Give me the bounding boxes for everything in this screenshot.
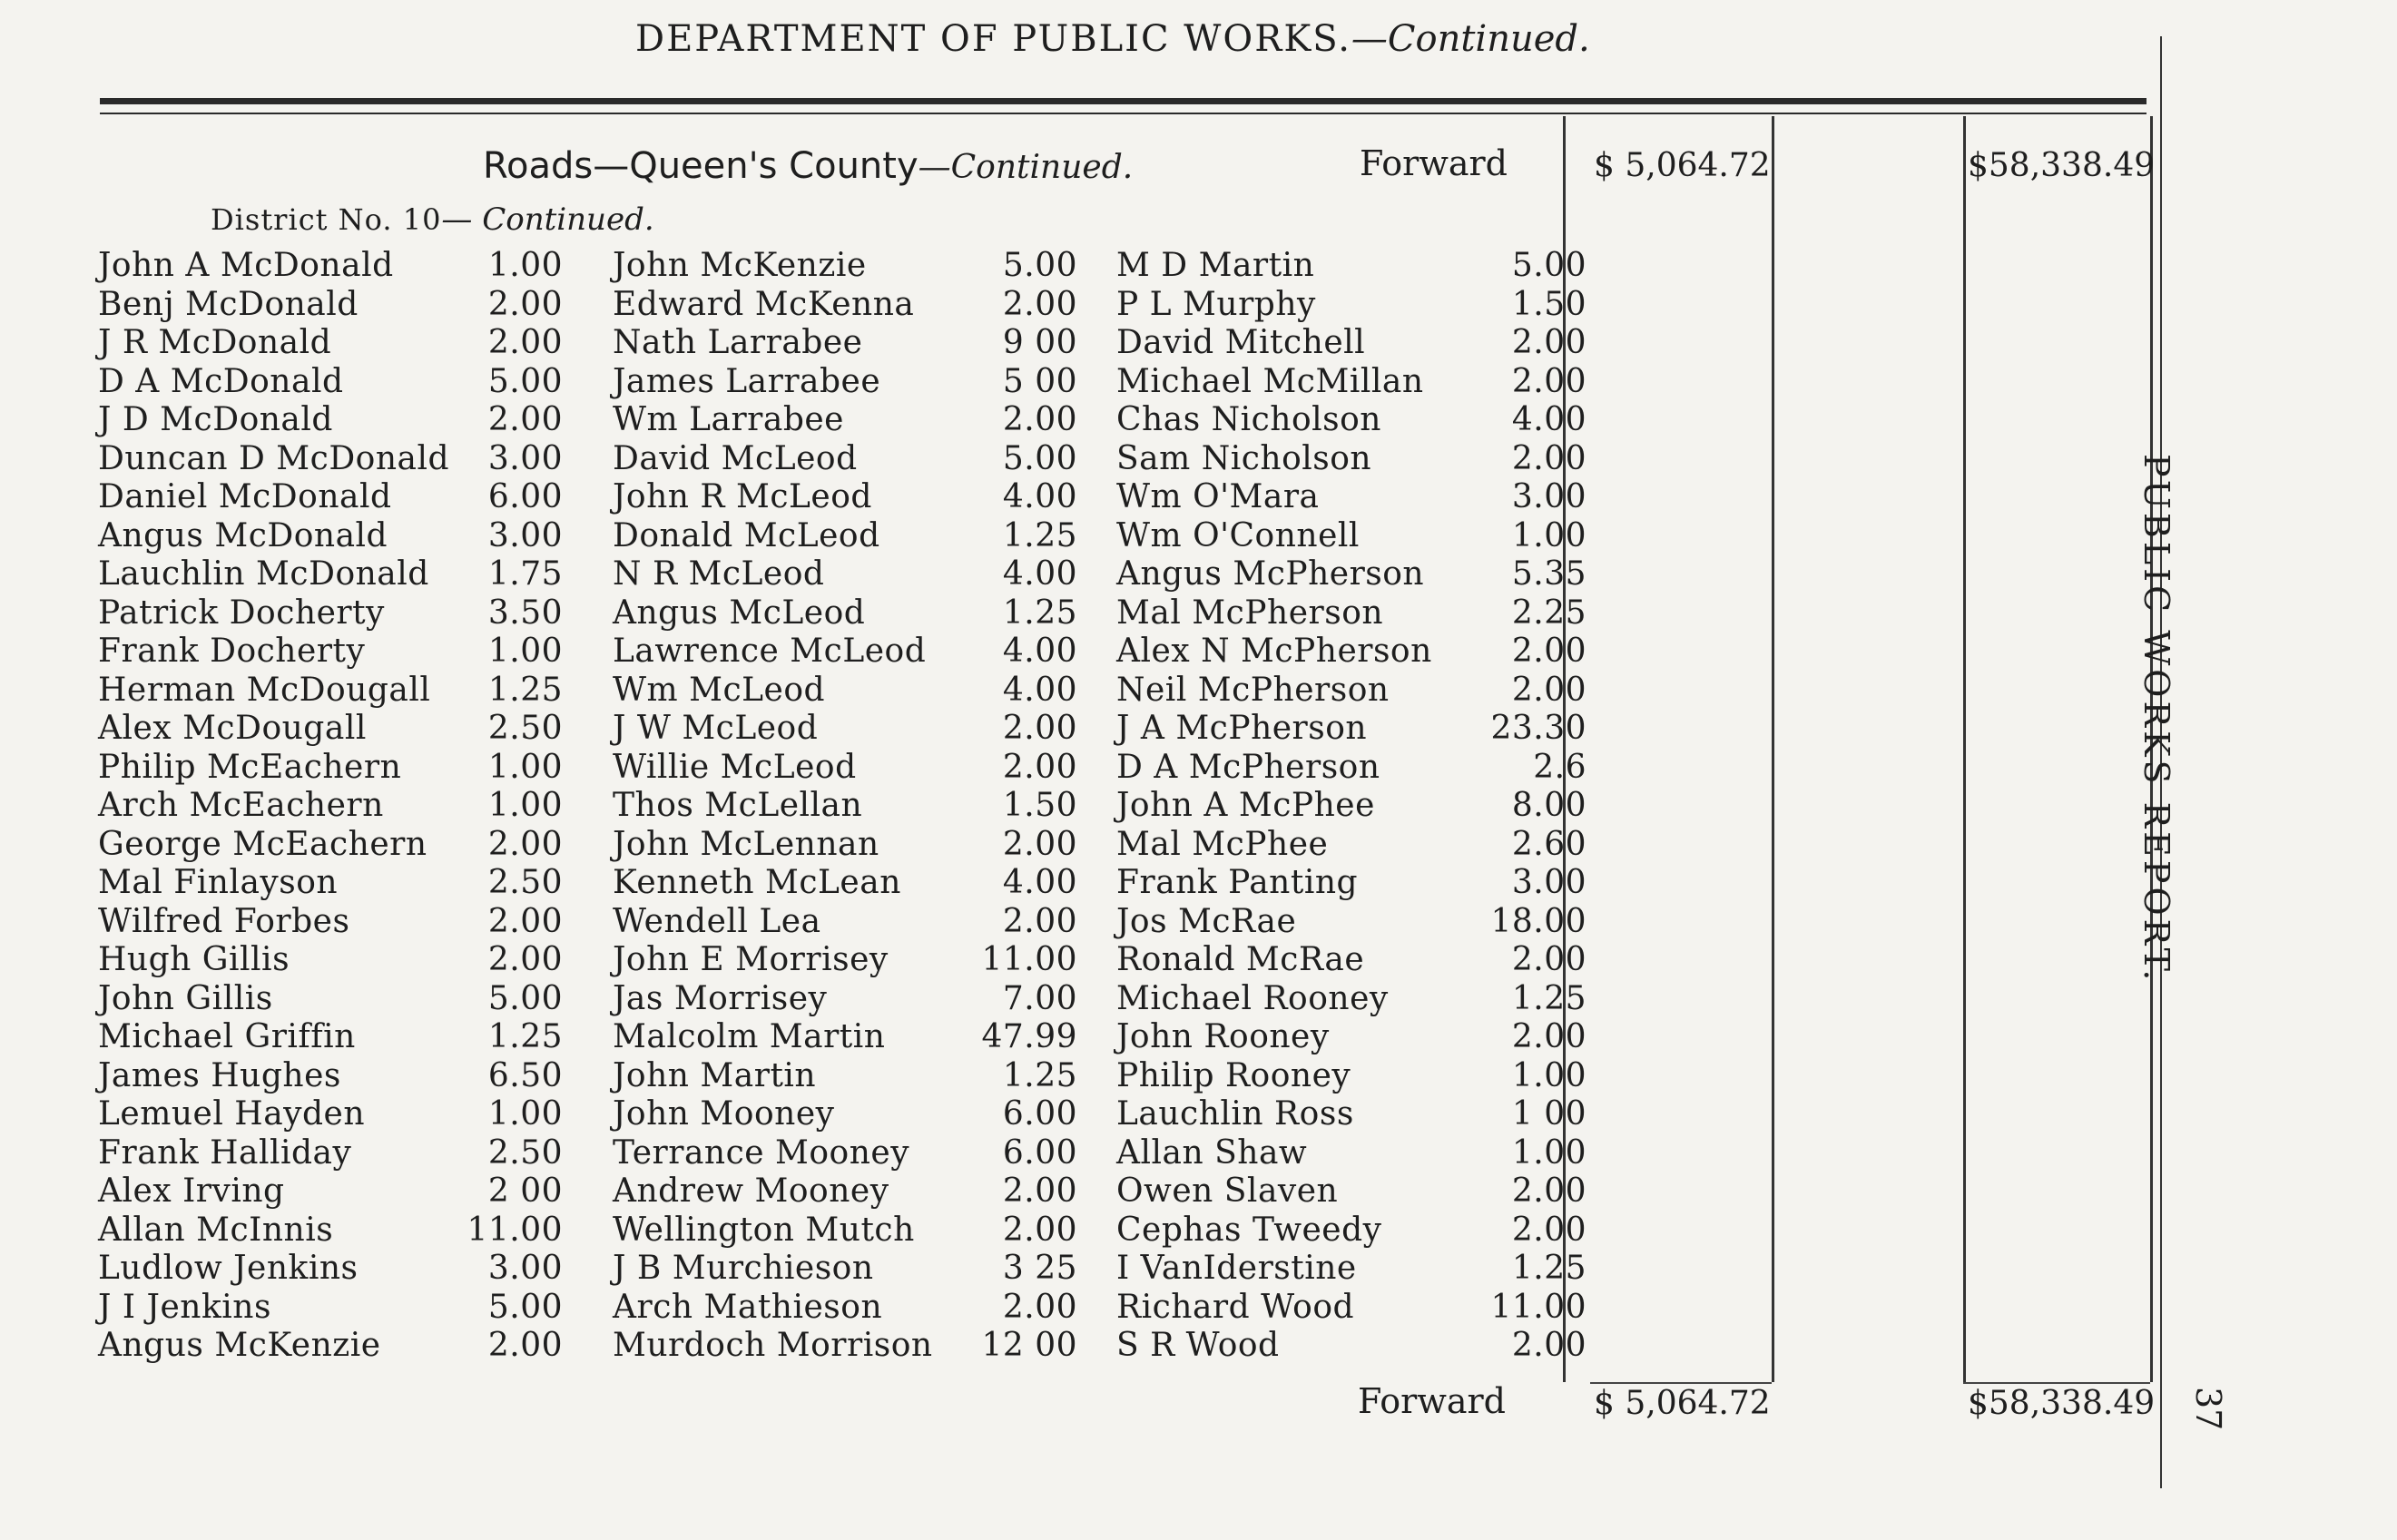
- entry-name: Sam Nicholson: [1116, 439, 1372, 477]
- list-item: [613, 1327, 1077, 1366]
- list-item: [1116, 864, 1587, 903]
- entry-amount: 3.00: [1511, 478, 1587, 515]
- entry-amount: 2.00: [1002, 285, 1077, 323]
- entry-name: Angus McPherson: [1116, 555, 1425, 593]
- entry-name: Herman McDougall: [98, 671, 431, 709]
- entries-column-1: [98, 247, 563, 1366]
- header-continued: —Continued.: [1351, 18, 1590, 60]
- column-rule-2: [1772, 116, 1774, 1382]
- entry-name: D A McPherson: [1116, 748, 1380, 786]
- entry-amount: 2.00: [1002, 748, 1077, 786]
- entry-name: S R Wood: [1116, 1327, 1280, 1364]
- entry-name: James Larrabee: [613, 362, 881, 400]
- entry-name: Ronald McRae: [1116, 941, 1365, 978]
- entry-name: J D McDonald: [98, 401, 333, 438]
- entry-name: John Martin: [613, 1056, 817, 1094]
- list-item: [1116, 1289, 1587, 1328]
- entry-name: David Mitchell: [1116, 324, 1366, 361]
- entry-amount: 1.50: [1002, 787, 1077, 824]
- header-dept: DEPARTMENT OF PUBLIC WORKS.: [635, 18, 1351, 60]
- list-item: [1116, 594, 1587, 633]
- entry-amount: 2.00: [487, 285, 563, 323]
- entry-amount: 2.00: [487, 401, 563, 438]
- forward-bottom-rule-2: [1963, 1382, 2150, 1384]
- entry-amount: 2.60: [1511, 825, 1587, 863]
- entry-name: Patrick Docherty: [98, 593, 385, 632]
- entry-amount: 2.00: [1511, 324, 1587, 361]
- entry-amount: 1.25: [1002, 593, 1077, 632]
- forward-top-label: Forward: [1360, 143, 1508, 183]
- list-item: [613, 440, 1077, 479]
- entry-name: J A McPherson: [1116, 710, 1368, 747]
- entry-amount: 3.00: [1511, 864, 1587, 901]
- list-item: [1116, 633, 1587, 672]
- entry-name: Cephas Tweedy: [1116, 1211, 1382, 1249]
- entry-amount: 2.00: [487, 825, 563, 863]
- entry-amount: 3.50: [487, 593, 563, 632]
- entry-amount: 2.25: [1511, 593, 1587, 632]
- entry-name: Malcolm Martin: [613, 1018, 886, 1055]
- entry-amount: 2.50: [487, 710, 563, 747]
- entry-name: Wm McLeod: [613, 671, 826, 709]
- list-item: [98, 710, 563, 749]
- entry-name: John E Morrisey: [613, 941, 889, 978]
- entry-amount: 1.00: [1511, 516, 1587, 554]
- list-item: [98, 864, 563, 903]
- entry-amount: 1.00: [487, 247, 563, 284]
- list-item: [1116, 1057, 1587, 1096]
- entry-amount: 3.00: [487, 516, 563, 554]
- entry-amount: 5.00: [1511, 247, 1587, 284]
- entry-name: Lawrence McLeod: [613, 633, 927, 670]
- entry-name: Michael Griffin: [98, 1018, 356, 1055]
- entry-name: Mal Finlayson: [98, 864, 339, 901]
- entry-name: Arch Mathieson: [613, 1288, 883, 1326]
- list-item: [613, 941, 1077, 980]
- entry-amount: 1.25: [1511, 1250, 1587, 1287]
- entry-name: David McLeod: [613, 439, 858, 477]
- page-number: 37: [2188, 1387, 2228, 1431]
- list-item: [98, 941, 563, 980]
- list-item: [98, 1250, 563, 1289]
- district-label: District No. 10: [211, 202, 442, 237]
- list-item: [98, 1095, 563, 1134]
- list-item: [613, 864, 1077, 903]
- entry-amount: 2.00: [1511, 671, 1587, 709]
- forward-bottom-label: Forward: [1358, 1381, 1507, 1421]
- entry-amount: 3.00: [487, 1250, 563, 1287]
- entry-name: J R McDonald: [98, 324, 332, 361]
- list-item: [1116, 826, 1587, 865]
- list-item: [98, 787, 563, 826]
- list-item: [613, 1211, 1077, 1251]
- entry-amount: 5.00: [1002, 247, 1077, 284]
- entry-name: Michael Rooney: [1116, 979, 1389, 1017]
- list-item: [613, 555, 1077, 594]
- entry-name: Wm Larrabee: [613, 401, 844, 438]
- list-item: [1116, 555, 1587, 594]
- list-item: [1116, 286, 1587, 325]
- list-item: [1116, 787, 1587, 826]
- header-rule-thick: [100, 98, 2146, 104]
- list-item: [98, 286, 563, 325]
- entry-amount: 9 00: [1002, 324, 1077, 361]
- list-item: [98, 749, 563, 788]
- entry-amount: 4.00: [1002, 555, 1077, 593]
- list-item: [1116, 1327, 1587, 1366]
- entry-amount: 2.00: [1511, 941, 1587, 978]
- list-item: [613, 363, 1077, 402]
- list-item: [1116, 478, 1587, 517]
- entry-name: Frank Halliday: [98, 1133, 352, 1172]
- list-item: [1116, 1095, 1587, 1134]
- entry-amount: 1.25: [1511, 979, 1587, 1017]
- entry-amount: 2.00: [1511, 1327, 1587, 1364]
- list-item: [1116, 749, 1587, 788]
- entry-amount: 23.30: [1490, 710, 1587, 747]
- entry-amount: 5.00: [487, 1288, 563, 1326]
- list-item: [613, 710, 1077, 749]
- entry-name: George McEachern: [98, 825, 427, 863]
- entry-name: Donald McLeod: [613, 516, 880, 554]
- entry-name: N R McLeod: [613, 555, 825, 593]
- list-item: [613, 749, 1077, 788]
- entry-amount: 1.25: [1002, 1056, 1077, 1094]
- entry-name: Lauchlin Ross: [1116, 1095, 1354, 1133]
- list-item: [98, 440, 563, 479]
- district-continued: — Continued.: [441, 201, 654, 238]
- entry-name: Edward McKenna: [613, 285, 915, 323]
- entry-name: Angus McKenzie: [98, 1327, 381, 1364]
- entry-name: Murdoch Morrison: [613, 1327, 933, 1364]
- entry-amount: 47.99: [981, 1018, 1077, 1055]
- entry-name: Jos McRae: [1116, 902, 1297, 940]
- list-item: [613, 980, 1077, 1019]
- forward-top-amount-2: $58,338.49: [1968, 147, 2156, 184]
- entry-amount: 2.00: [1511, 439, 1587, 477]
- forward-bottom-amount-2: $58,338.49: [1968, 1385, 2156, 1422]
- list-item: [98, 633, 563, 672]
- district-heading: [211, 201, 654, 238]
- list-item: [98, 594, 563, 633]
- entry-amount: 2.50: [487, 864, 563, 901]
- entry-amount: 4.00: [1002, 671, 1077, 709]
- list-item: [1116, 1172, 1587, 1211]
- entry-name: Mal McPhee: [1116, 825, 1329, 863]
- entry-amount: 5.00: [487, 362, 563, 400]
- entry-name: I VanIderstine: [1116, 1250, 1357, 1287]
- entry-name: Mal McPherson: [1116, 593, 1384, 632]
- entry-amount: 1.00: [487, 787, 563, 824]
- entry-amount: 2.00: [1511, 1018, 1587, 1055]
- entry-name: J W McLeod: [613, 710, 819, 747]
- list-item: [1116, 440, 1587, 479]
- list-item: [1116, 980, 1587, 1019]
- list-item: [613, 633, 1077, 672]
- entry-amount: 2.6: [1533, 748, 1587, 786]
- entry-name: Willie McLeod: [613, 748, 857, 786]
- entries-column-2: [613, 247, 1077, 1366]
- entry-amount: 1.00: [487, 633, 563, 670]
- entry-amount: 2.00: [1511, 362, 1587, 400]
- entry-amount: 4.00: [1002, 864, 1077, 901]
- page-header: [635, 18, 1590, 60]
- list-item: [98, 478, 563, 517]
- entry-amount: 5.35: [1511, 555, 1587, 593]
- list-item: [98, 1211, 563, 1251]
- entry-name: Alex N McPherson: [1116, 633, 1432, 670]
- entry-amount: 1.75: [487, 555, 563, 593]
- entry-amount: 6.00: [1002, 1095, 1077, 1133]
- list-item: [613, 826, 1077, 865]
- entry-name: Frank Docherty: [98, 633, 366, 670]
- entry-name: Jas Morrisey: [613, 979, 828, 1017]
- list-item: [613, 1172, 1077, 1211]
- list-item: [1116, 672, 1587, 711]
- list-item: [1116, 247, 1587, 286]
- list-item: [98, 555, 563, 594]
- list-item: [1116, 941, 1587, 980]
- entry-amount: 2.00: [487, 902, 563, 940]
- entry-name: John A McDonald: [98, 247, 394, 284]
- entry-amount: 1.25: [487, 671, 563, 709]
- list-item: [98, 247, 563, 286]
- entry-amount: 12 00: [981, 1327, 1077, 1364]
- entries-column-3: [1116, 247, 1587, 1366]
- entry-name: Chas Nicholson: [1116, 401, 1381, 438]
- list-item: [1116, 1250, 1587, 1289]
- entry-amount: 1.00: [1511, 1133, 1587, 1172]
- entry-amount: 2.00: [1002, 825, 1077, 863]
- entry-name: John Rooney: [1116, 1018, 1330, 1055]
- list-item: [1116, 1211, 1587, 1251]
- entry-amount: 1.00: [487, 1095, 563, 1133]
- list-item: [98, 517, 563, 556]
- list-item: [613, 1250, 1077, 1289]
- list-item: [613, 401, 1077, 440]
- list-item: [98, 672, 563, 711]
- entry-amount: 2.00: [487, 324, 563, 361]
- column-rule-3: [1963, 116, 1966, 1382]
- list-item: [1116, 710, 1587, 749]
- entry-name: Nath Larrabee: [613, 324, 863, 361]
- entry-amount: 4.00: [1002, 478, 1077, 515]
- side-running-title: PUBLIC WORKS REPORT.: [2137, 454, 2176, 985]
- entry-name: Hugh Gillis: [98, 941, 290, 978]
- entry-name: Lauchlin McDonald: [98, 555, 429, 593]
- list-item: [98, 1018, 563, 1057]
- list-item: [613, 286, 1077, 325]
- section-title-text: Roads—Queen's County: [483, 145, 919, 187]
- entry-name: Wendell Lea: [613, 902, 821, 940]
- entry-name: Philip Rooney: [1116, 1056, 1351, 1094]
- entry-amount: 6.00: [1002, 1133, 1077, 1172]
- entry-amount: 6.50: [487, 1056, 563, 1094]
- entry-amount: 2.00: [1002, 1172, 1077, 1210]
- entry-name: Richard Wood: [1116, 1288, 1355, 1326]
- entry-name: Neil McPherson: [1116, 671, 1390, 709]
- list-item: [613, 1057, 1077, 1096]
- entry-name: M D Martin: [1116, 247, 1315, 284]
- entry-amount: 5.00: [487, 979, 563, 1017]
- entry-amount: 1.25: [1002, 516, 1077, 554]
- entry-name: John A McPhee: [1116, 787, 1375, 824]
- entry-name: Daniel McDonald: [98, 478, 392, 515]
- entry-name: Alex Irving: [98, 1172, 285, 1210]
- list-item: [613, 594, 1077, 633]
- list-item: [613, 517, 1077, 556]
- header-rule-thin: [100, 113, 2146, 114]
- list-item: [613, 903, 1077, 942]
- list-item: [613, 1018, 1077, 1057]
- entry-name: Owen Slaven: [1116, 1172, 1339, 1210]
- entry-name: Alex McDougall: [98, 710, 367, 747]
- entry-amount: 2 00: [487, 1172, 563, 1210]
- list-item: [613, 1134, 1077, 1173]
- entry-name: Duncan D McDonald: [98, 439, 450, 477]
- entry-name: Arch McEachern: [98, 787, 384, 824]
- list-item: [1116, 401, 1587, 440]
- entry-name: Angus McLeod: [613, 593, 866, 632]
- entry-amount: 2.00: [1002, 1211, 1077, 1249]
- list-item: [98, 826, 563, 865]
- list-item: [98, 980, 563, 1019]
- entry-amount: 3 25: [1002, 1250, 1077, 1287]
- entry-amount: 5 00: [1002, 362, 1077, 400]
- list-item: [98, 1057, 563, 1096]
- list-item: [1116, 903, 1587, 942]
- entry-name: James Hughes: [98, 1056, 341, 1094]
- entry-amount: 4.00: [1511, 401, 1587, 438]
- entry-amount: 2.00: [1511, 633, 1587, 670]
- entry-amount: 1 00: [1511, 1095, 1587, 1133]
- entry-amount: 3.00: [487, 439, 563, 477]
- entry-name: Frank Panting: [1116, 864, 1359, 901]
- list-item: [613, 787, 1077, 826]
- entry-amount: 2.00: [1002, 902, 1077, 940]
- list-item: [613, 324, 1077, 363]
- entry-amount: 11.00: [467, 1211, 563, 1249]
- entry-amount: 6.00: [487, 478, 563, 515]
- list-item: [98, 363, 563, 402]
- list-item: [613, 672, 1077, 711]
- entry-name: Wm O'Connell: [1116, 516, 1360, 554]
- forward-bottom-rule-1: [1590, 1382, 1772, 1384]
- entry-name: Ludlow Jenkins: [98, 1250, 359, 1287]
- forward-bottom-amount-1: $ 5,064.72: [1594, 1385, 1771, 1422]
- entry-amount: 1.00: [1511, 1056, 1587, 1094]
- entry-name: Wilfred Forbes: [98, 902, 350, 940]
- list-item: [613, 1095, 1077, 1134]
- entry-amount: 1.50: [1511, 285, 1587, 323]
- entry-name: Lemuel Hayden: [98, 1095, 366, 1133]
- entry-name: John Mooney: [613, 1095, 835, 1133]
- entry-amount: 11.00: [981, 941, 1077, 978]
- list-item: [613, 478, 1077, 517]
- entry-name: John McKenzie: [613, 247, 867, 284]
- section-continued: —Continued.: [918, 149, 1134, 186]
- entry-name: Allan McInnis: [98, 1211, 334, 1249]
- list-item: [98, 1289, 563, 1328]
- entry-amount: 11.00: [1490, 1288, 1587, 1326]
- entry-amount: 1.25: [487, 1018, 563, 1055]
- entry-name: Wm O'Mara: [1116, 478, 1320, 515]
- entry-amount: 8.00: [1511, 787, 1587, 824]
- entry-name: Wellington Mutch: [613, 1211, 915, 1249]
- list-item: [98, 903, 563, 942]
- list-item: [1116, 324, 1587, 363]
- entry-amount: 1.00: [487, 748, 563, 786]
- entry-name: Michael McMillan: [1116, 362, 1424, 400]
- list-item: [1116, 1134, 1587, 1173]
- entry-amount: 18.00: [1490, 902, 1587, 940]
- entry-name: Angus McDonald: [98, 516, 388, 554]
- list-item: [1116, 517, 1587, 556]
- entry-name: Kenneth McLean: [613, 864, 901, 901]
- list-item: [98, 1327, 563, 1366]
- entry-amount: 2.00: [1002, 710, 1077, 747]
- entry-amount: 4.00: [1002, 633, 1077, 670]
- entry-name: J I Jenkins: [98, 1288, 271, 1326]
- entry-name: P L Murphy: [1116, 285, 1316, 323]
- list-item: [98, 401, 563, 440]
- entry-amount: 2.00: [1511, 1172, 1587, 1210]
- entry-amount: 5.00: [1002, 439, 1077, 477]
- entry-name: J B Murchieson: [613, 1250, 874, 1287]
- entry-name: Terrance Mooney: [613, 1133, 910, 1172]
- entry-name: John R McLeod: [613, 478, 872, 515]
- list-item: [98, 1172, 563, 1211]
- entry-amount: 2.00: [487, 1327, 563, 1364]
- list-item: [1116, 363, 1587, 402]
- entry-amount: 2.00: [1002, 401, 1077, 438]
- entry-amount: 2.00: [1002, 1288, 1077, 1326]
- entry-name: Benj McDonald: [98, 285, 359, 323]
- list-item: [98, 1134, 563, 1173]
- entry-name: D A McDonald: [98, 362, 344, 400]
- list-item: [1116, 1018, 1587, 1057]
- entry-name: Philip McEachern: [98, 748, 402, 786]
- forward-top-amount-1: $ 5,064.72: [1594, 147, 1771, 184]
- section-title: [483, 145, 1133, 187]
- list-item: [613, 1289, 1077, 1328]
- entry-amount: 2.00: [487, 941, 563, 978]
- list-item: [613, 247, 1077, 286]
- entry-amount: 2.00: [1511, 1211, 1587, 1249]
- entry-amount: 2.50: [487, 1133, 563, 1172]
- entry-amount: 7.00: [1002, 979, 1077, 1017]
- entry-name: Allan Shaw: [1116, 1133, 1308, 1172]
- entry-name: Andrew Mooney: [613, 1172, 889, 1210]
- entry-name: John McLennan: [613, 825, 879, 863]
- entry-name: John Gillis: [98, 979, 273, 1017]
- list-item: [98, 324, 563, 363]
- entry-name: Thos McLellan: [613, 787, 863, 824]
